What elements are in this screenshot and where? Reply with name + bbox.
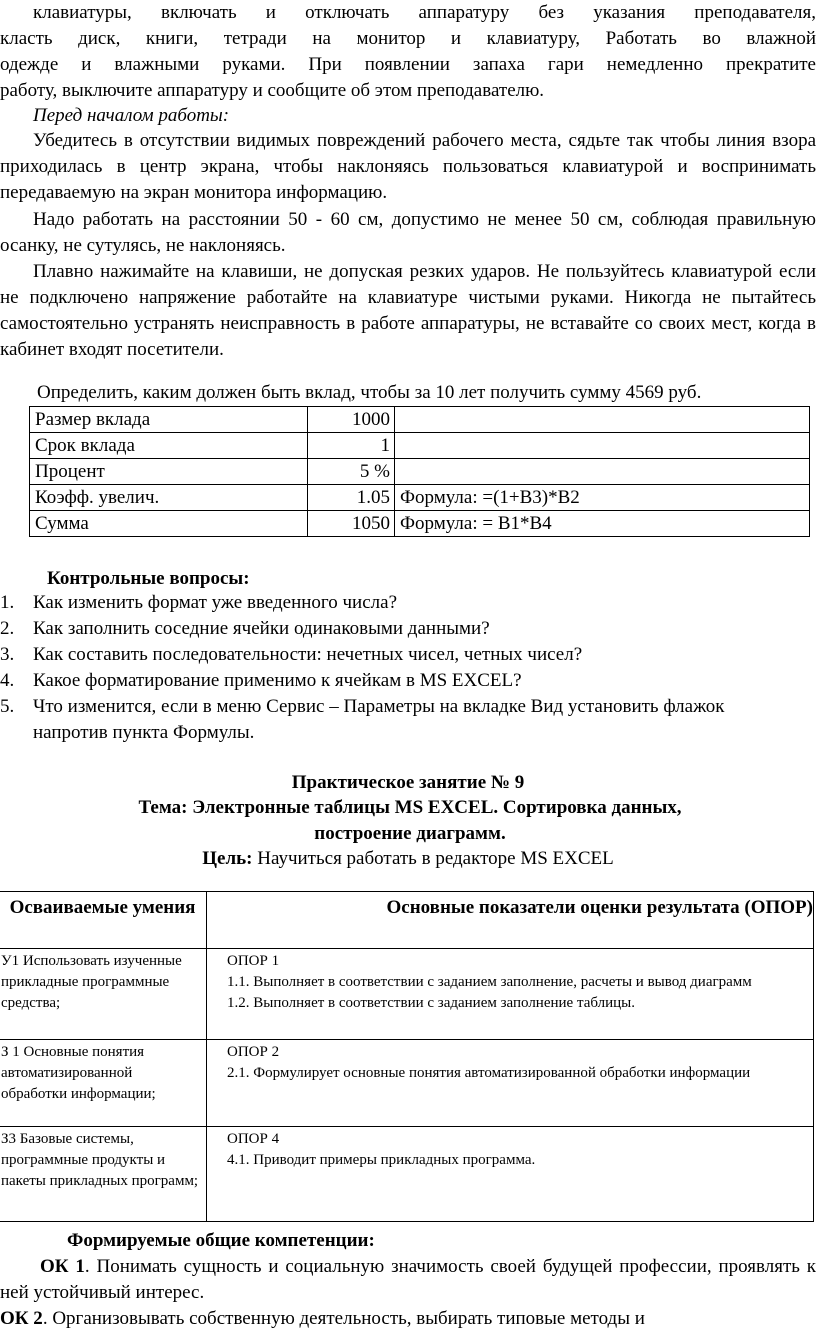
control-questions-heading: Контрольные вопросы: <box>47 568 250 589</box>
ok2-label: ОК 2 <box>0 1308 43 1329</box>
ok2-paragraph <box>0 1306 816 1332</box>
question-text: Какое форматирование применимо к ячейкам в MS EXCEL? <box>33 670 522 691</box>
opor-cell <box>207 1127 814 1222</box>
goal-label: Цель: <box>202 848 253 869</box>
calc-note <box>395 407 810 433</box>
question-number: 4. <box>0 670 15 691</box>
question-text: Как изменить формат уже введенного числа? <box>33 592 397 613</box>
calc-note <box>395 459 810 485</box>
question-text: Как заполнить соседние ячейки одинаковыми данными? <box>33 618 490 639</box>
question-number: 3. <box>0 644 15 665</box>
control-question <box>0 590 793 616</box>
control-questions-list <box>0 590 793 746</box>
skill-cell: З3 Базовые системы, программные продукты и пакеты прикладных программ; <box>0 1127 207 1222</box>
ok1-text: . Понимать сущность и социальную значимость своей будущей профессии, проявлять к ней устойчивый интерес. <box>0 1256 816 1303</box>
opor-title: ОПОР 4 <box>227 1131 280 1147</box>
skill-cell: У1 Использовать изученные прикладные программные средства; <box>0 949 207 1040</box>
calc-table <box>29 406 810 537</box>
calc-row <box>30 459 810 485</box>
goal-text: Научиться работать в редакторе MS EXCEL <box>252 848 614 869</box>
control-question <box>0 642 793 668</box>
control-question <box>0 616 793 642</box>
opor-row <box>0 949 814 1040</box>
intro-line-3: одежде и влажными руками. При появлении запаха гари немедленно прекратите <box>0 54 816 75</box>
calc-row <box>30 511 810 537</box>
question-text: Что изменится, если в меню Сервис – Параметры на вкладке Вид установить флажок напротив пункта Формулы. <box>33 696 725 743</box>
lesson-title: Практическое занятие № 9 <box>291 772 525 793</box>
calc-label: Срок вклада <box>30 433 308 459</box>
calc-label: Размер вклада <box>30 407 308 433</box>
paragraph-1: Убедитесь в отсутствии видимых повреждений рабочего места, сядьте так чтобы линия взора приходилась в центр экрана, чтобы наклоняясь пользоваться клавиатурой и воспринимать передаваемую на экран монитора информацию. <box>0 130 816 203</box>
question-number: 5. <box>0 696 15 717</box>
calc-row <box>30 407 810 433</box>
intro-line-4: работу, выключите аппаратуру и сообщите об этом преподавателю. <box>0 80 545 101</box>
opor-head-left: Осваиваемые умения <box>0 892 207 949</box>
opor-table <box>0 891 814 1222</box>
opor-item: 1.2. Выполняет в соответствии с заданием заполнение таблицы. <box>227 995 635 1011</box>
calc-value: 1000 <box>308 407 395 433</box>
question-number: 1. <box>0 592 15 613</box>
calc-row <box>30 433 810 459</box>
before-work-heading: Перед началом работы: <box>33 105 230 126</box>
calc-value: 1050 <box>308 511 395 537</box>
opor-row <box>0 1127 814 1222</box>
opor-row <box>0 1040 814 1127</box>
opor-title: ОПОР 2 <box>227 1044 280 1060</box>
calc-value: 5 % <box>308 459 395 485</box>
ok2-text: . Организовывать собственную деятельность, выбирать типовые методы и <box>42 1308 645 1329</box>
calc-note: Формула: =(1+B3)*B2 <box>395 485 810 511</box>
paragraph-2: Надо работать на расстоянии 50 - 60 см, допустимо не менее 50 см, соблюдая правильную осанку, не сутулясь, не наклоняясь. <box>0 209 816 256</box>
question-text: Как составить последовательности: нечетных чисел, четных чисел? <box>33 644 583 665</box>
opor-cell <box>207 1040 814 1127</box>
calc-value: 1 <box>308 433 395 459</box>
lesson-topic: Тема: Электронные таблицы MS EXCEL. Сортировка данных, построение диаграмм. <box>138 797 682 844</box>
calc-value: 1.05 <box>308 485 395 511</box>
opor-item: 2.1. Формулирует основные понятия автоматизированной обработки информации <box>227 1065 751 1081</box>
ok1-paragraph <box>0 1254 816 1306</box>
opor-head-right: Основные показатели оценки результата (ОПОР) <box>207 892 814 949</box>
skill-cell: З 1 Основные понятия автоматизированной обработки информации; <box>0 1040 207 1127</box>
calc-label: Процент <box>30 459 308 485</box>
opor-title: ОПОР 1 <box>227 953 280 969</box>
control-question <box>0 668 793 694</box>
intro-line-1: клавиатуры, включать и отключать аппаратуру без указания преподавателя, <box>33 2 816 23</box>
calc-note <box>395 433 810 459</box>
task-statement: Определить, каким должен быть вклад, чтобы за 10 лет получить сумму 4569 руб. <box>37 382 702 403</box>
calc-label: Коэфф. увелич. <box>30 485 308 511</box>
opor-cell <box>207 949 814 1040</box>
ok1-label: ОК 1 <box>40 1256 85 1277</box>
calc-label: Сумма <box>30 511 308 537</box>
competencies-heading: Формируемые общие компетенции: <box>67 1230 375 1251</box>
opor-item: 1.1. Выполняет в соответствии с заданием заполнение, расчеты и вывод диаграмм <box>227 974 752 990</box>
paragraph-3: Плавно нажимайте на клавиши, не допуская резких ударов. Не пользуйтесь клавиатурой если не подключено напряжение работайте на клавиатуре чистыми руками. Никогда не пытайтесь самостоятельно устранять неисправность в работе аппаратуры, не вставайте со своих мест, когда в кабинет входят посетители. <box>0 261 816 360</box>
control-question <box>0 694 793 746</box>
question-number: 2. <box>0 618 15 639</box>
lesson-goal <box>0 846 816 872</box>
calc-row <box>30 485 810 511</box>
calc-note: Формула: = B1*B4 <box>395 511 810 537</box>
opor-item: 4.1. Приводит примеры прикладных программа. <box>227 1152 536 1168</box>
intro-line-2: класть диск, книги, тетради на монитор и клавиатуру, Работать во влажной <box>0 28 816 49</box>
